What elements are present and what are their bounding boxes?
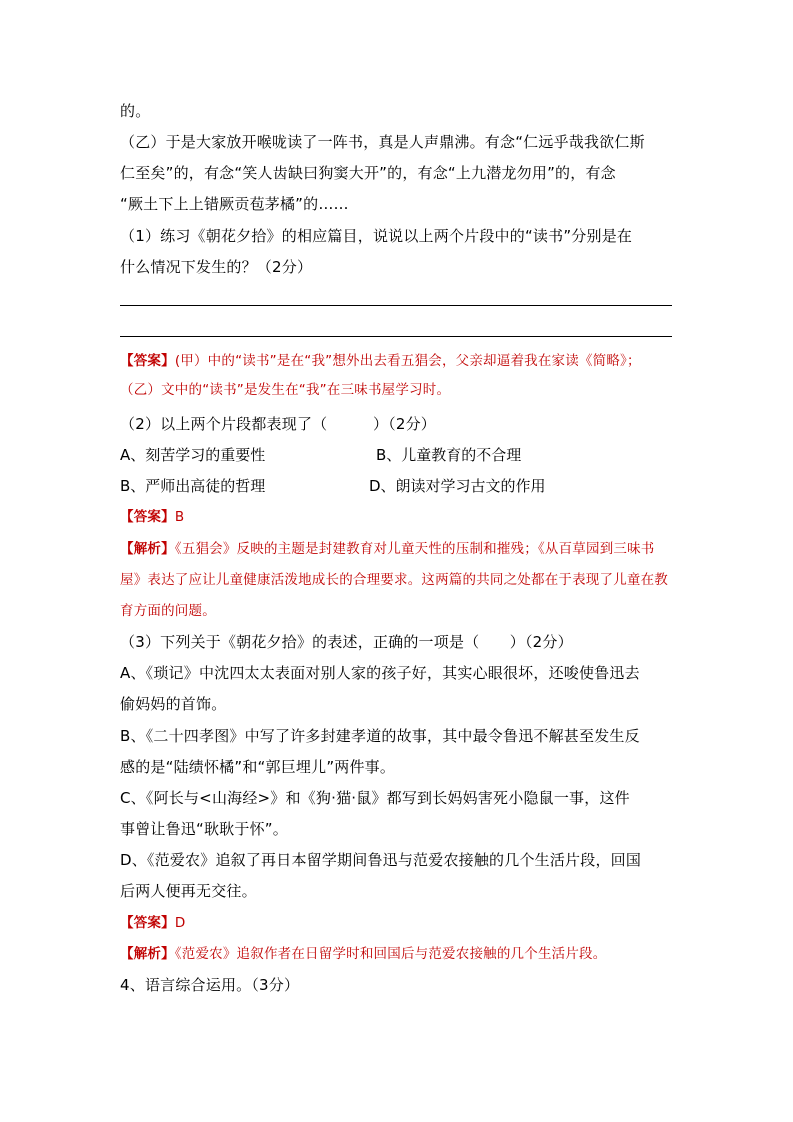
analysis-2-line-3: 育方面的问题。 (120, 603, 216, 619)
analysis-2-line-1 (120, 539, 655, 559)
question-1-line-2: 什么情况下发生的？（2分） (120, 258, 313, 276)
answer-blank-line-2 (120, 336, 672, 337)
question-3-option-b-line-1: B、《二十四孝图》中写了许多封建孝道的故事，其中最令鲁迅不解甚至发生反 (120, 727, 640, 745)
answer-3 (120, 913, 185, 933)
answer-1-line-1 (120, 351, 641, 371)
passage-line-4: “厥土下上上错厥贡苞茅橘”的…… (120, 195, 349, 213)
question-2-stem: （2）以上两个片段都表现了（ ）（2分） (120, 415, 436, 433)
answer-tag: 【答案】 (120, 509, 175, 525)
question-2-option-a: A、刻苦学习的重要性 (120, 446, 266, 464)
question-4-stem: 4、语言综合运用。（3分） (120, 976, 300, 994)
question-3-stem: （3）下列关于《朝花夕拾》的表述，正确的一项是（ ）（2分） (120, 633, 573, 651)
analysis-2-text-1: 《五猖会》反映的主题是封建教育对儿童天性的压制和摧残；《从百草园到三味书 (174, 541, 655, 557)
answer-blank-line-1 (120, 305, 672, 306)
question-3-option-a-line-1: A、《琐记》中沈四太太表面对别人家的孩子好，其实心眼很坏，还唆使鲁迅去 (120, 664, 640, 682)
question-3-option-d-line-2: 后两人便再无交往。 (120, 882, 257, 900)
answer-2 (120, 507, 184, 527)
question-3-option-b-line-2: 感的是“陆绩怀橘”和“郭巨埋儿”两件事。 (120, 758, 396, 776)
answer-1-text-1: (甲）中的“读书”是在“我”想外出去看五猖会，父亲却逼着我在家读《简略》； (174, 353, 641, 369)
question-3-option-c-line-1: C、《阿长与<山海经>》和《狗·猫·鼠》都写到长妈妈害死小隐鼠一事，这件 (120, 789, 630, 807)
question-2-option-c: B、严师出高徒的哲理 (120, 477, 266, 495)
analysis-3 (120, 944, 606, 964)
analysis-tag: 【解析】 (120, 541, 175, 557)
answer-3-value: D (174, 915, 186, 931)
answer-tag: 【答案】 (120, 915, 175, 931)
answer-1-line-2: （乙）文中的“读书”是发生在“我”在三味书屋学习时。 (120, 382, 451, 398)
analysis-3-text: 《范爱农》追叙作者在日留学时和回国后与范爱农接触的几个生活片段。 (174, 946, 607, 962)
question-3-option-a-line-2: 偷妈妈的首饰。 (120, 695, 227, 713)
question-3-option-d-line-1: D、《范爱农》追叙了再日本留学期间鲁迅与范爱农接触的几个生活片段，回国 (120, 851, 642, 869)
question-1-line-1: （1）练习《朝花夕拾》的相应篇目，说说以上两个片段中的“读书”分别是在 (120, 227, 633, 245)
analysis-2-line-2: 屋》表达了应让儿童健康活泼地成长的合理要求。这两篇的共同之处都在于表现了儿童在教 (120, 572, 668, 588)
passage-line-2: （乙）于是大家放开喉咙读了一阵书，真是人声鼎沸。有念“仁远乎哉我欲仁斯 (120, 133, 645, 151)
analysis-tag: 【解析】 (120, 946, 175, 962)
answer-tag: 【答案】 (120, 353, 175, 369)
passage-line-3: 仁至矣”的，有念“笑人齿缺曰狗窦大开”的，有念“上九潜龙勿用”的，有念 (120, 164, 616, 182)
answer-2-value: B (174, 509, 185, 525)
passage-line-1: 的。 (120, 102, 151, 120)
question-3-option-c-line-2: 事曾让鲁迅“耿耿于怀”。 (120, 820, 288, 838)
question-2-option-b: B、儿童教育的不合理 (376, 446, 522, 464)
question-2-option-d: D、朗读对学习古文的作用 (369, 477, 546, 495)
